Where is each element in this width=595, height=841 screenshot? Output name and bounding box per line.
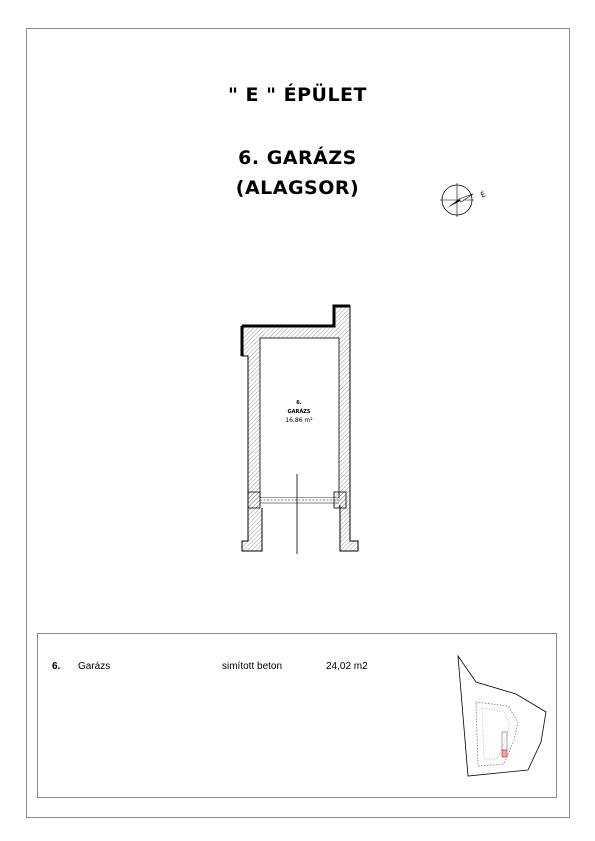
unit-title-line2: (ALAGSOR)	[235, 177, 360, 199]
room-number-label: 6.	[296, 400, 302, 406]
highlighted-building	[502, 732, 507, 757]
schedule-row-finish: simított beton	[222, 661, 283, 672]
schedule-row-name: Garázs	[78, 661, 111, 672]
unit-title-line1: 6. GARÁZS	[238, 147, 357, 169]
room-schedule-box	[37, 633, 557, 798]
compass-label: É	[479, 190, 487, 200]
unit-title	[0, 143, 595, 203]
garage-plan-drawing	[230, 296, 365, 566]
room-area-label: 16,86 m²	[285, 417, 313, 424]
room-name-label: GARÁZS	[287, 409, 311, 415]
building-title: " E " ÉPÜLET	[228, 84, 367, 106]
schedule-row-area: 24,02 m2	[326, 661, 368, 672]
highlighted-unit-marker	[502, 750, 507, 757]
site-plan-icon	[456, 654, 551, 779]
site-plan	[456, 654, 551, 779]
compass	[439, 183, 497, 217]
schedule-row-number: 6.	[52, 661, 61, 672]
north-arrow-icon	[439, 183, 497, 217]
floor-plan	[230, 296, 365, 566]
